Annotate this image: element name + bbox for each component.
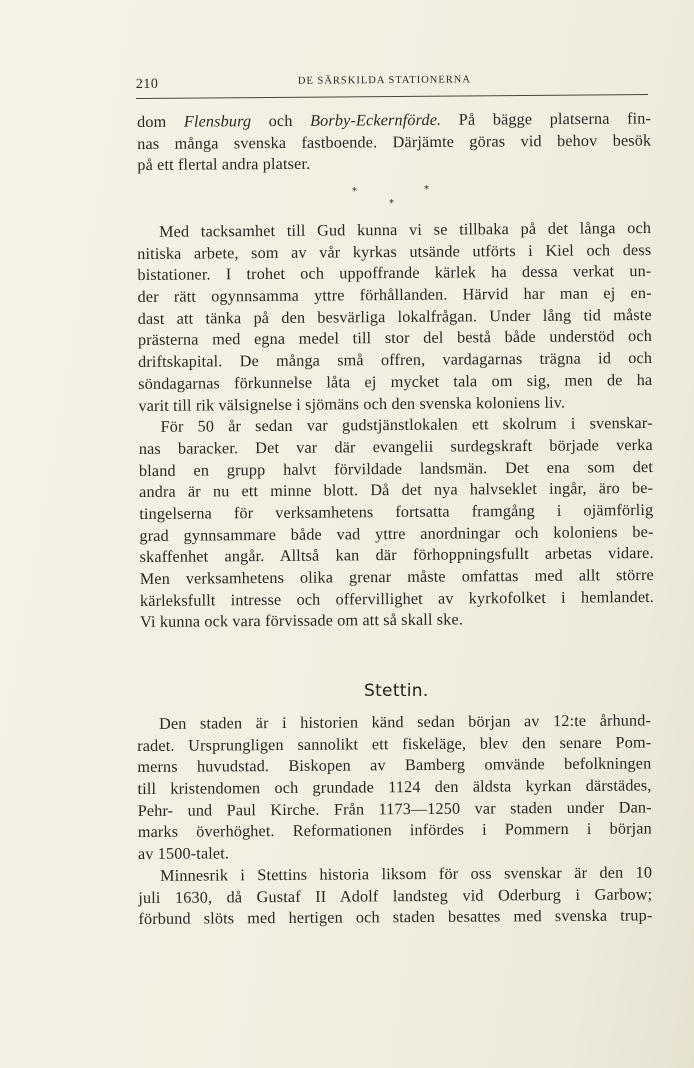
text-line: merns huvudstad. Biskopen av Bamberg omvände befolkningen [137,754,652,777]
text-line: nas baracker. Det var där evangelii surdegskraft började verka [138,435,653,458]
text-line: nitiska arbete, som av vår kyrkas utsände utförts i Kiel och dess [137,240,652,263]
text-line: Med tacksamhet till Gud kunna vi se tillbaka på det långa och [159,218,652,241]
text-line: till kristendomen och grundade 1124 den äldsta kyrkan därstädes, [137,776,652,799]
text-line: marks överhöghet. Reformationen infördes i Pommern i början [137,819,652,842]
text-line: grad gynnsammare både vad yttre anordningar och koloniens be- [139,522,654,545]
page-number: 210 [135,76,159,93]
text-line: varit till rik välsignelse i sjömäns och den svenska koloniens liv. [138,393,566,415]
text-line: skaffenhet angår. Alltså kan där förhoppningsfullt arbetas vidare. [139,544,654,567]
text-line: dast att tänka på den besvärliga lokalfrågan. Under lång tid måste [137,305,652,328]
text-line: på ett flertal andra platser. [137,155,311,175]
section-heading-stettin: Stettin. [364,681,429,701]
asterisk: * [389,198,394,209]
text-line: der rätt ogynnsamma yttre förhållanden. Härvid har man ej en- [137,284,652,307]
text-line [137,108,651,133]
text-fragment: dom [137,112,184,131]
text-line: förbund slöts med hertigen och staden besattes med svenska trup- [138,906,653,929]
text-line: söndagarnas förkunnelse låta ej mycket tala om sig, men de ha [138,370,653,393]
text-line: andra är nu ett minne blott. Då det nya halvseklet ingår, äro be- [139,479,654,502]
text-fragment: På bägge platserna fin- [441,109,652,129]
page-header [136,70,648,99]
text-line: Den staden är i historien känd sedan början av 12:te århund- [159,711,652,733]
text-line: juli 1630, då Gustaf II Adolf landsteg vid Oderburg i Garbow; [138,884,653,907]
text-line: prästerna med egna medel till stor del bestå både understöd och [137,327,652,350]
text-line: Vi kunna ock vara förvissade om att så skall ske. [140,610,464,632]
text-line: För 50 år sedan var gudstjänstlokalen ett skolrum i svenskar- [160,414,653,437]
text-line: radet. Ursprungligen sannolikt ett fiskeläge, blev den senare Pom- [137,733,652,755]
running-head: DE SÄRSKILDA STATIONERNA [297,74,471,87]
place-name-flensburg: Flensburg [183,112,252,131]
asterisk: * [352,186,357,197]
asterisk: * [424,184,429,195]
text-line: nas många svenska fastboende. Därjämte göras vid behov besök [137,131,652,153]
text-line: Pehr- und Paul Kirche. Från 1173—1250 var staden under Dan- [137,798,652,820]
place-name-borby: Borby-Eckernförde. [310,110,442,130]
text-line: Men verksamhetens olika grenar måste omfattas med allt större [139,565,654,588]
section-divider-asterism [340,184,440,214]
text-fragment: och [251,111,311,131]
paragraph-1 [137,108,651,177]
text-line: bistationer. I trohet och uppoffrande kärlek ha dessa verkat un- [137,262,652,285]
text-line: av 1500-talet. [137,844,230,864]
text-line: bland en grupp halvt förvildade landsmän. Det ena som det [138,457,654,480]
text-line: Minnesrik i Stettins historia liksom för oss svenskar är den 10 [160,863,653,885]
paragraph-3 [137,710,653,930]
text-line: kärleksfullt intresse och offervillighet av kyrkofolket i hemlandet. [139,587,655,610]
text-line: driftskapital. De många små offren, vardagarnas trägna id och [138,349,653,372]
text-line: tingelserna för verksamhetens fortsatta framgång i ojämförlig [139,500,654,523]
paragraph-2 [137,218,654,634]
